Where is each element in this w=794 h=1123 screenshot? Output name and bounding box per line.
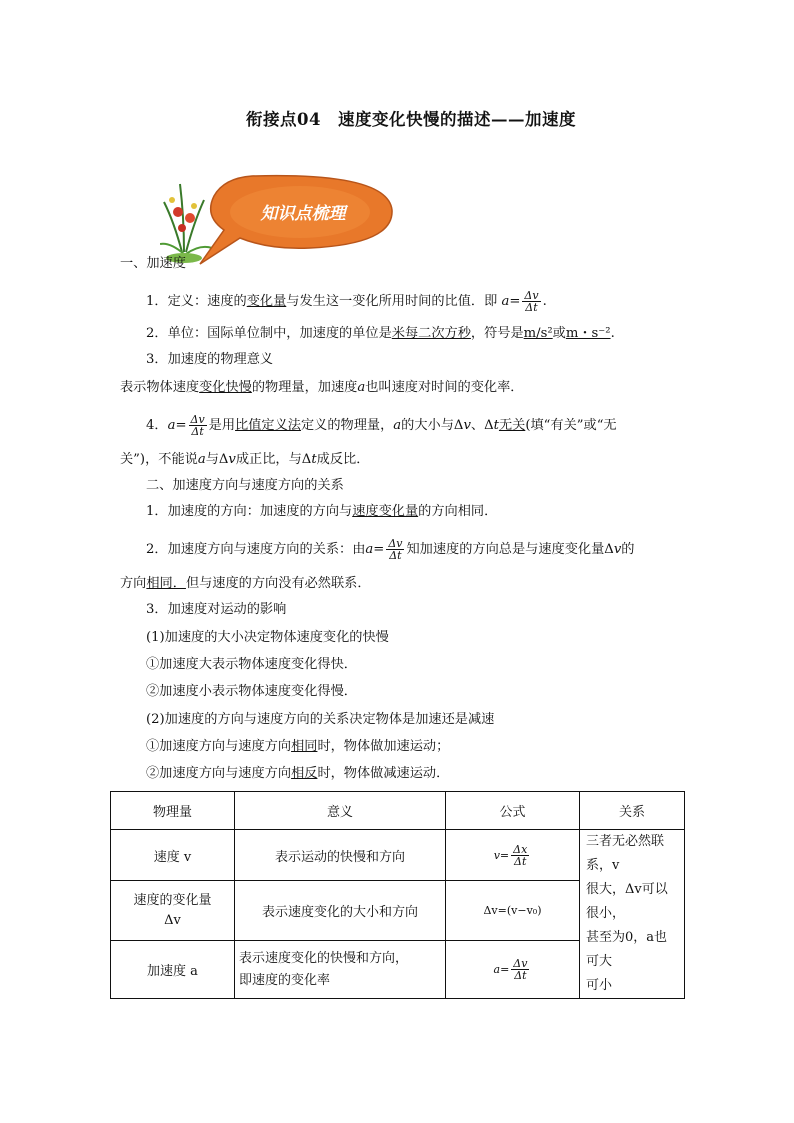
text: 时，物体做减速运动． <box>317 766 450 781</box>
numerator: Δx <box>513 842 528 856</box>
section2-heading: 二、加速度方向与速度方向的关系 <box>146 478 344 493</box>
banner-text: 知识点梳理 <box>260 204 346 224</box>
formula-text: a= <box>365 542 385 557</box>
relation-line: 三者无必然联系，v <box>586 834 665 873</box>
s1-point4 <box>146 414 617 437</box>
underline-text: 无关 <box>498 418 526 433</box>
cell-formula: Δv=(v−v₀) <box>446 881 580 941</box>
text: 表示物体速度 <box>120 380 200 395</box>
name-line: Δv <box>164 912 181 928</box>
underline-text: m・s⁻² <box>565 326 611 341</box>
s2-effect-3: ②加速度小表示物体速度变化得慢． <box>146 684 357 699</box>
text: 1．加速度的方向：加速度的方向与 <box>146 504 353 519</box>
s2-effect-1: (1)加速度的大小决定物体速度变化的快慢 <box>146 630 389 645</box>
fraction <box>189 414 207 437</box>
underline-text: 米每二次方秒 <box>391 326 471 341</box>
var: v <box>613 542 622 557</box>
text: 也叫速度对时间的变化率． <box>365 380 524 395</box>
cell-name <box>111 881 235 941</box>
formula-text: v= <box>493 848 510 862</box>
knowledge-banner <box>160 172 400 268</box>
relation-line: 可小 <box>586 978 613 993</box>
text: 时，物体做加速运动； <box>317 739 450 754</box>
denominator: Δt <box>525 301 538 314</box>
var: t <box>311 452 317 467</box>
header-cell: 关系 <box>580 792 685 830</box>
meaning-line: 表示速度变化的快慢和方向， <box>239 950 409 966</box>
header-cell: 物理量 <box>111 792 235 830</box>
underline-text: 相同 <box>291 739 318 754</box>
s2-effect-2: ①加速度大表示物体速度变化得快． <box>146 657 357 672</box>
s2-effect-5 <box>146 737 449 757</box>
cell-meaning: 表示运动的快慢和方向 <box>235 830 446 881</box>
s1-meaning <box>120 378 524 398</box>
text: 2．加速度方向与速度方向的关系：由 <box>146 542 366 557</box>
cell-formula <box>446 941 580 999</box>
underline-text: 变化量 <box>246 294 287 309</box>
underline-text: 比值定义法 <box>235 418 301 433</box>
cell-meaning: 表示速度变化的大小和方向 <box>235 881 446 941</box>
summary-table <box>110 791 685 999</box>
name-line: 速度的变化量 <box>133 892 212 908</box>
text: 与发生这一变化所用时间的比值．即 <box>286 294 498 309</box>
underline-text: 相反 <box>291 766 318 781</box>
formula-a: a= $\frac{\Delta v}{\Delta t}$ . <box>501 289 547 314</box>
relation-line: 甚至为0，a也可大 <box>586 930 668 969</box>
cell-name: 加速度 a <box>111 941 235 999</box>
header-cell: 公式 <box>446 792 580 830</box>
underline-text: 相同． <box>146 576 186 591</box>
table-header-row <box>111 792 685 830</box>
header-cell: 意义 <box>235 792 446 830</box>
cell-formula <box>446 830 580 881</box>
text: 的大小与Δ <box>401 418 464 433</box>
fraction <box>511 844 529 867</box>
meaning-line: 即速度的变化率 <box>239 972 331 988</box>
page-title: 衔接点04 速度变化快慢的描述——加速度 <box>246 110 576 129</box>
var: a <box>357 380 366 395</box>
text: 4． <box>146 418 168 433</box>
text: 成正比，与Δ <box>235 452 312 467</box>
text: ①加速度方向与速度方向 <box>146 739 292 754</box>
cell-name: 速度 v <box>111 830 235 881</box>
s2-direction <box>146 502 497 522</box>
table-row <box>111 830 685 881</box>
s1-point4-cont <box>120 450 369 470</box>
text: ，符号是 <box>470 326 524 341</box>
denominator: Δt <box>389 549 402 562</box>
var: a <box>393 418 402 433</box>
text: 的 <box>621 542 635 557</box>
formula-text: a= <box>501 294 521 309</box>
text: (填“有关”或“无 <box>525 418 617 433</box>
s2-effect-6 <box>146 764 449 784</box>
s1-definition <box>146 290 547 313</box>
numerator: Δv <box>513 957 528 971</box>
text: 是用 <box>208 418 236 433</box>
text: 1．定义：速度的 <box>146 294 247 309</box>
denominator: Δt <box>514 969 527 983</box>
s2-relation <box>146 538 634 561</box>
underline-text: 变化快慢 <box>199 380 252 395</box>
text: 但与速度的方向没有必然联系． <box>185 576 371 591</box>
text: 、Δ <box>470 418 494 433</box>
underline-text: 速度变化量 <box>352 504 419 519</box>
text: ②加速度方向与速度方向 <box>146 766 292 781</box>
numerator: Δv <box>524 289 539 302</box>
text: . <box>610 326 615 341</box>
cell-relation <box>580 830 685 999</box>
s1-unit <box>146 324 615 344</box>
section1-heading: 一、加速度 <box>120 256 186 271</box>
s1-meaning-heading: 3．加速度的物理意义 <box>146 352 274 367</box>
text: 的物理量，加速度 <box>251 380 358 395</box>
cell-meaning <box>235 941 446 999</box>
text: 2．单位：国际单位制中，加速度的单位是 <box>146 326 392 341</box>
s2-effect-heading: 3．加速度对运动的影响 <box>146 602 287 617</box>
var: v <box>463 418 471 433</box>
var: a <box>197 452 206 467</box>
formula-text: a= <box>493 963 510 977</box>
text: 关”)，不能说 <box>120 452 198 467</box>
var: t <box>493 418 499 433</box>
text: 与Δ <box>205 452 229 467</box>
relation-line: 很大，Δv可以很小， <box>586 882 668 921</box>
underline-text: m/s² <box>523 326 553 341</box>
numerator: Δv <box>388 537 403 550</box>
denominator: Δt <box>514 854 527 868</box>
text: 或 <box>552 326 566 341</box>
var: v <box>228 452 236 467</box>
text: 成反比． <box>316 452 370 467</box>
s2-relation-cont <box>120 574 371 594</box>
s2-effect-4: (2)加速度的方向与速度方向的关系决定物体是加速还是减速 <box>146 712 495 727</box>
formula-text: a= <box>167 418 187 433</box>
text: 方向 <box>120 576 147 591</box>
fraction <box>511 958 529 981</box>
fraction <box>522 290 540 313</box>
numerator: Δv <box>190 413 205 426</box>
fraction <box>386 538 404 561</box>
denominator: Δt <box>191 425 204 438</box>
plant-icon <box>160 184 212 263</box>
text: 的方向相同． <box>418 504 498 519</box>
text: 定义的物理量， <box>300 418 394 433</box>
text: 知加速度的方向总是与速度变化量Δ <box>406 542 614 557</box>
